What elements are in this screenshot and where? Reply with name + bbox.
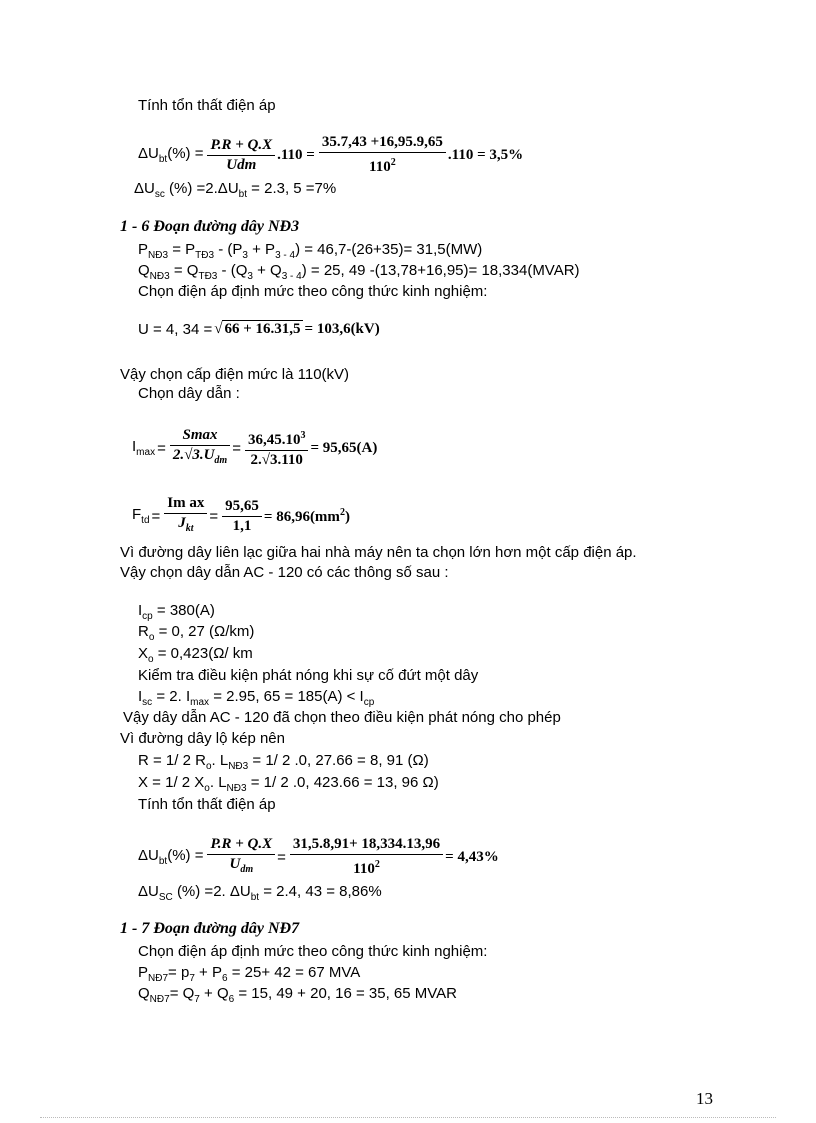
section-heading-nd3: 1 - 6 Đoạn đường dây NĐ3 (120, 218, 300, 235)
r-line: R = 1/ 2 $R_o$. $L_{NĐ3} = 1/$ 2 .0, 27.66 = 8, 91 (Ω) (138, 752, 429, 772)
voltage-drop-sc-nd3: $\Delta U_{SC}$ (%) =2. $\Delta U_{bt} = 2.4$, 43 = 8,86% (138, 883, 382, 903)
p-nd3-line: $P_{NĐ3} = P_{TĐ3} - (P_3 + P_{3 - 4}) = 46,7-(26+35)= 31,5(MW)$ (138, 241, 483, 261)
q-nd3-line: $Q_{NĐ3} = Q_{TĐ3} - (Q_3 + Q_{3 - 4}) = 25$, 49 -(13,78+16,95)= 18,334(MVAR) (138, 262, 580, 282)
imax-equation: $I_{max}$ = $\frac{Smax}{2.√3.U_{dm}}$ = $\frac{36,45.10^3}{2.√3.110}$ = 95,65(A) (132, 427, 378, 468)
ftd-equation: $F_{td}$ = $\frac{\text{Im ax}}{J_{kt}}$ = $\frac{95,65}{1,1}$ = $86,96(mm^2)$ (132, 495, 350, 534)
page-number: 13 (696, 1089, 713, 1108)
vay-chon-cap-text: Vậy chọn cấp điện mức là 110(kV) (120, 366, 350, 383)
ro-line: $R_o = 0$, 27 (Ω/km) (138, 623, 255, 643)
icp-line: $I_{cp} = 380(A)$ (138, 602, 215, 622)
vi-lo-kep-text: Vì đường dây lộ kép nên (120, 730, 285, 747)
voltage-drop-sc: $\Delta U_{sc}$ (%) $=2.\Delta U_{bt} = 2.3$, 5 =7% (134, 180, 337, 200)
voltage-drop-equation: $\Delta U_{bt}(\%)$ = $\frac{P.R + Q.X}{\text{Udm}}$ .110 = $\frac{35.7,43 +16,95.9,65}{110^2}$ .110 = 3,5% (138, 134, 524, 175)
section-heading-nd7: 1 - 7 Đoạn đường dây NĐ7 (120, 920, 300, 937)
vay-day-dan-text: Vậy dây dẫn AC - 120 đã chọn theo điều kiện phát nóng cho phép (123, 709, 561, 726)
p-nd7-line: $P_{NĐ7}= p_7 + P_6 = 25+ 42 = 67$ MVA (138, 964, 361, 984)
q-nd7-line: $Q_{NĐ7}= Q_7 + Q_6 = 15$, 49 + 20, 16 = 35, 65 MVAR (138, 985, 457, 1005)
chon-dien-ap-nd7: Chọn điện áp định mức theo công thức kinh nghiệm: (138, 943, 488, 960)
footer-divider (40, 1117, 776, 1118)
tinh-ton-that-text: Tính tổn thất điện áp (138, 796, 276, 813)
section-title: Tính tổn thất điện áp (138, 97, 276, 114)
isc-line: $I_{sc} = 2$. $I_{max} = 2.95$, $65 = 185(A) < I_{cp}$ (138, 688, 375, 708)
voltage-formula: U = 4, 34 = √ 66 + 16.31,5 = 103,6(kV) (138, 321, 380, 338)
vay-chon-day-text: Vậy chọn dây dẫn AC - 120 có các thông số sau : (120, 564, 449, 581)
chon-dien-ap-text: Chọn điện áp định mức theo công thức kinh nghiệm: (138, 283, 488, 300)
voltage-drop-nd3-equation: $\Delta U_{bt}(\%)$ = $\frac{P.R + Q.X}{U_{dm}}$ = $\frac{31,5.8,91+ 18,334.13,96}{110^2}$ = 4,43% (138, 836, 499, 877)
kiem-tra-text: Kiểm tra điều kiện phát nóng khi sự cố đứt một dây (138, 667, 479, 684)
xo-line: $X_o = 0,423(\Omega/$ km (138, 645, 253, 665)
x-line: X = 1/ 2 $X_o$. $L_{NĐ3} = 1/$ 2 .0, 423.66 = 13, 96 Ω) (138, 774, 439, 794)
vi-duong-day-text: Vì đường dây liên lạc giữa hai nhà máy nên ta chọn lớn hơn một cấp điện áp. (120, 544, 637, 561)
chon-day-dan-text: Chọn dây dẫn : (138, 385, 240, 402)
